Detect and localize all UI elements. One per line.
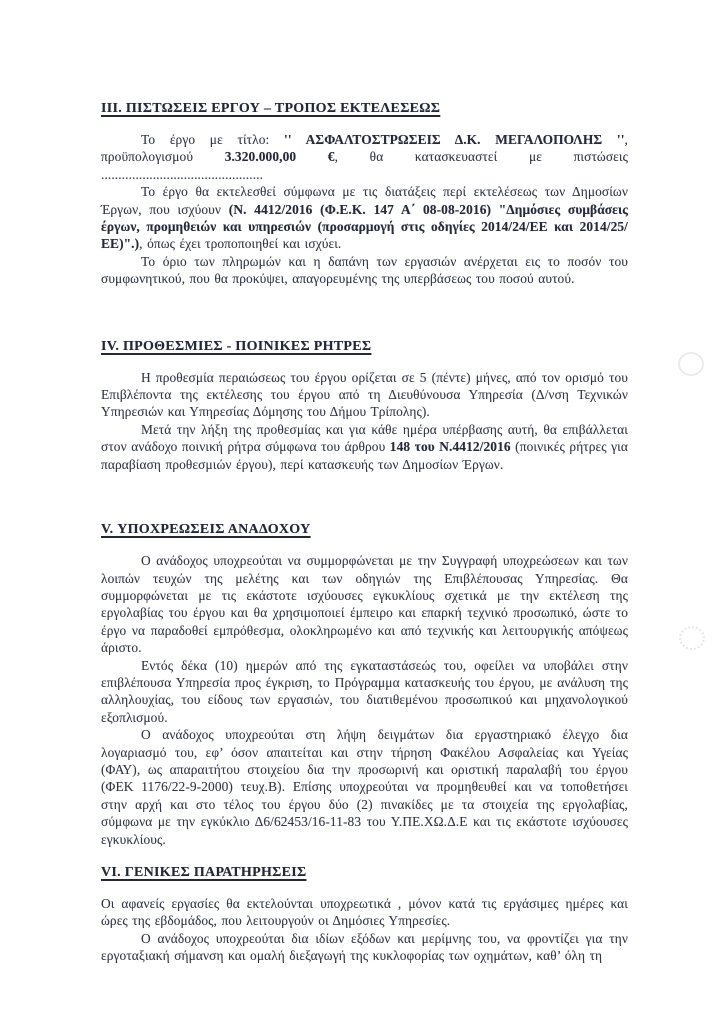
section-v-heading: V. ΥΠΟΧΡΕΩΣΕΙΣ ΑΝΑΔΟΧΟΥ	[101, 522, 311, 538]
bold-text-run: (Ν. 4412/2016 (Φ.Ε.Κ. 147 Α΄ 08-08-2016) "Δημόσιες συμβάσεις έργων, προμηθειών και υπηρεσιών (προσαρμογή στις οδηγίες 2014/24/ΕΕ και 2014/25/ΕΕ)".)	[101, 201, 628, 252]
bold-text-run: '' ΑΣΦΑΛΤΟΣΤΡΩΣΕΙΣ Δ.Κ. ΜΕΓΑΛΟΠΟΛΗΣ ''	[284, 132, 625, 147]
paragraph	[101, 552, 628, 656]
text-run: , θα κατασκευαστεί με πιστώσεις ...............................................	[101, 149, 628, 182]
text-run: Το όριο των πληρωμών και η δαπάνη των εργασιών ανέρχεται εις το ποσόν του συμφωνητικού, που θα προκύψει, απαγορευμένης της υπερβάσεως του ποσού αυτού.	[101, 253, 628, 287]
text-run: , όπως έχει τροποποιηθεί και ισχύει.	[139, 236, 342, 252]
text-run: , προϋπολογισμού	[101, 132, 628, 165]
paragraph	[101, 657, 628, 727]
section-iv	[101, 338, 628, 473]
text-run: (ποινικές ρήτρες για παραβίαση προθεσμιών έργου), περί κατασκευής των Δημοσίων Έργων.	[101, 439, 629, 472]
text-run: Ο ανάδοχος υποχρεούται στη λήψη δειγμάτων δια εργαστηριακό έλεγχο δια λογαριασμό του, εφ’ όσον απαιτείται και στην τήρηση Φακέλου Ασφαλείας και Υγείας (ΦΑΥ), ως απαραιτήτου στοιχείου δια την προσωρινή και οριστική παραλαβή του έργου (ΦΕΚ 1176/22-9-2000) τευχ.Β). Επίσης υποχρεούται να προμηθευθεί και να τοποθετήσει στην αρχή και στο τέλος του έργου δύο (2) πινακίδες με τα στοιχεία της εργολαβίας, σύμφωνα με την εγκύκλιο Δ6/62453/16-11-83 του Υ.ΠΕ.ΧΩ.Δ.Ε και τις εκάστοτε ισχύουσες εγκυκλίους.	[101, 727, 628, 847]
text-run: Ο ανάδοχος υποχρεούται να συμμορφώνεται με την Συγγραφή υποχρεώσεων και των λοιπών τευχών της μελέτης και των οδηγιών της Επιβλέπουσας Υπηρεσίας. Θα συμμορφώνεται με τις εκάστοτε ισχύουσες εγκυκλίους σχετικά με την εκτέλεση της εργολαβίας του έργου και θα χρησιμοποιεί έμπειρο και επαρκή τεχνικό προσωπικό, ώστε το έργο να παραδοθεί εμπρόθεσμα, ολοκληρωμένο και από τεχνικής και λειτουργικής απόψεως άριστο.	[101, 553, 628, 656]
text-run: Οι αφανείς εργασίες θα εκτελούνται υποχρεωτικά , μόνον κατά τις εργάσιμες ημέρες και ώρες της εβδομάδος, που λειτουργούν οι Δημόσιες Υπηρεσίες.	[101, 896, 628, 929]
section-iv-heading: IV. ΠΡΟΘΕΣΜΙΕΣ - ΠΟΙΝΙΚΕΣ ΡΗΤΡΕΣ	[101, 338, 372, 354]
document-content	[101, 100, 628, 965]
section-iii-heading: III. ΠΙΣΤΩΣΕΙΣ ΕΡΓΟΥ – ΤΡΟΠΟΣ ΕΚΤΕΛΕΣΕΩΣ	[101, 101, 441, 116]
text-run: Το έργο θα εκτελεσθεί σύμφωνα με τις διατάξεις περί εκτελέσεως των Δημοσίων Έργων, που ισχύουν	[101, 184, 628, 217]
punch-hole-artifact-top	[678, 352, 704, 376]
paragraph	[101, 421, 628, 473]
paragraph	[101, 369, 628, 421]
bold-text-run: 148 του Ν.4412/2016	[389, 439, 511, 455]
text-run: Το έργο με τίτλο:	[141, 132, 285, 147]
text-run: Εντός δέκα (10) ημερών από της εγκαταστάσεώς του, οφείλει να υποβάλει στην επιβλέπουσα Υπηρεσία προς έγκριση, το Πρόγραμμα κατασκευής του έργου, με ανάλυση της αλληλουχίας, του είδους των εργασιών, του διατιθεμένου προσωπικού και μηχανολογικού εξοπλισμού.	[101, 657, 628, 725]
paragraph	[101, 253, 628, 288]
bold-text-run: 3.320.000,00 €	[224, 149, 335, 165]
text-run: Ο ανάδοχος υποχρεούται δια ιδίων εξόδων και μερίμνης του, να φροντίζει για την εργοταξιακή σήμανση και ομαλή διεξαγωγή της κυκλοφορίας των οχημάτων, καθ’ όλη τη	[101, 930, 628, 964]
section-iii-paragraphs	[101, 131, 628, 288]
section-vi-heading: VI. ΓΕΝΙΚΕΣ ΠΑΡΑΤΗΡΗΣΕΙΣ	[101, 865, 307, 880]
paragraph	[101, 726, 628, 848]
paragraph	[101, 131, 628, 183]
section-iv-paragraphs	[101, 369, 628, 473]
section-vi-paragraphs	[101, 895, 628, 965]
text-run: Η προθεσμία περαιώσεως του έργου ορίζεται σε 5 (πέντε) μήνες, από τον ορισμό του Επιβλέποντα της εκτέλεσης του έργου από τη Διευθύνουσα Υπηρεσία (Δ/νση Τεχνικών Υπηρεσιών και Υπηρεσίας Δόμησης του Δήμου Τρίπολης).	[101, 369, 628, 420]
text-run: Μετά την λήξη της προθεσμίας και για κάθε ημέρα υπέρβασης αυτή, θα επιβάλλεται στον ανάδοχο ποινική ρήτρα σύμφωνα του άρθρου	[101, 421, 628, 455]
section-vi	[101, 864, 628, 965]
paragraph	[101, 183, 628, 253]
section-v	[101, 521, 628, 848]
paragraph	[101, 895, 628, 930]
section-iii	[101, 100, 628, 288]
paragraph	[101, 930, 628, 965]
section-v-paragraphs	[101, 552, 628, 848]
punch-hole-artifact-bottom	[679, 626, 705, 650]
